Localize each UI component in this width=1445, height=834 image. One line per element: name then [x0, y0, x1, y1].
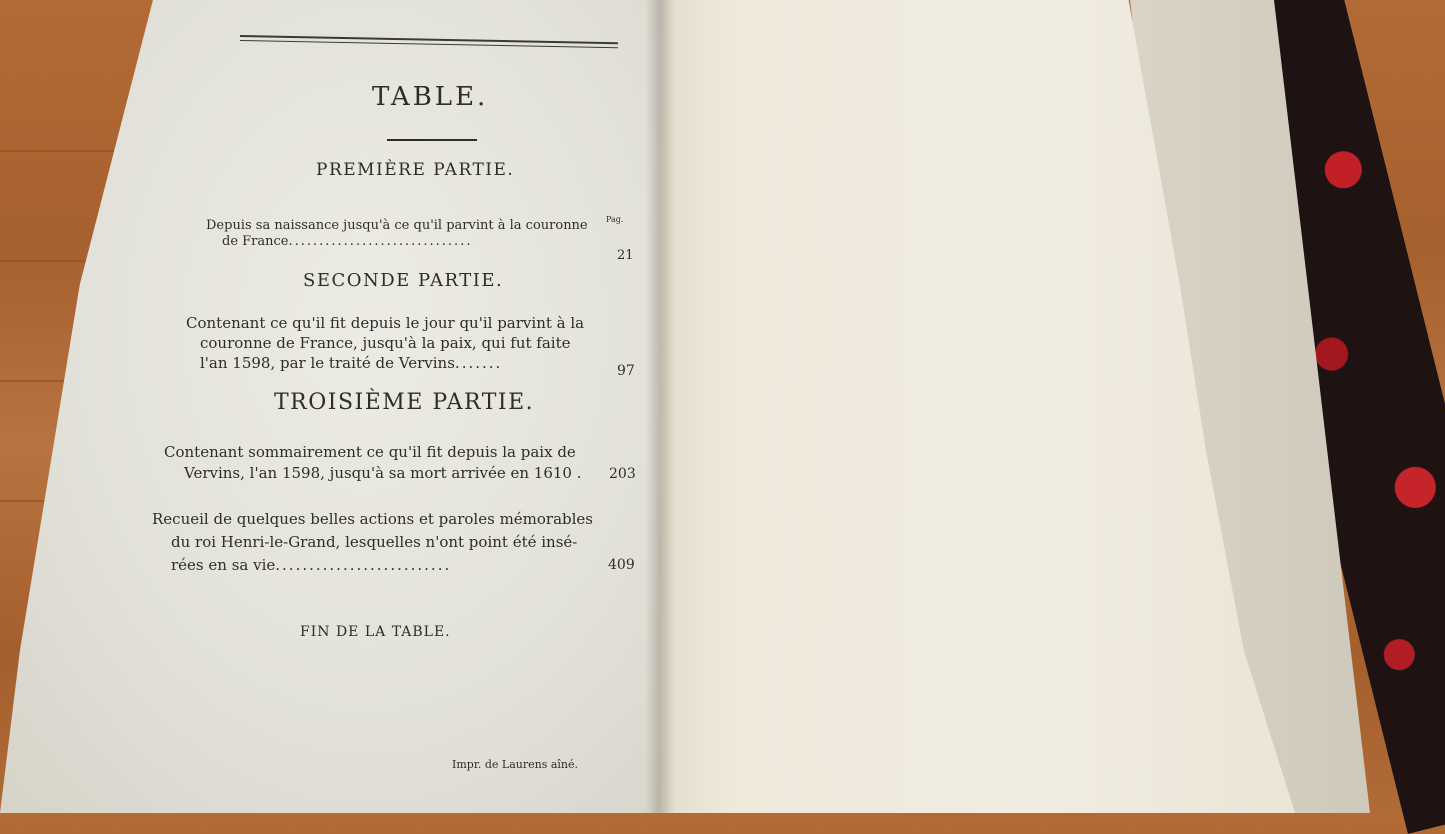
part1-page-number: 21 [617, 248, 634, 263]
printer-imprint: Impr. de Laurens aîné. [452, 758, 579, 771]
part1-line-2-text: de France [222, 234, 289, 249]
leader-dots: .......................... [275, 556, 452, 574]
part3-line-2-text: Vervins, l'an 1598, jusqu'à sa mort arrivée en 1610 [184, 464, 572, 482]
recueil-line-3 [171, 556, 451, 574]
recueil-page-number: 409 [608, 557, 635, 573]
end-of-table: FIN DE LA TABLE. [300, 624, 451, 640]
recueil-line-3-text: rées en sa vie [171, 556, 276, 574]
recueil-line-2: du roi Henri-le-Grand, lesquelles n'ont point été insé- [171, 533, 578, 551]
part2-line-3-text: l'an 1598, par le traité de Vervins [200, 354, 455, 372]
recueil-line-1: Recueil de quelques belles actions et paroles mémorables [152, 510, 594, 528]
part3-line-1: Contenant sommairement ce qu'il fit depuis la paix de [164, 443, 576, 461]
part1-line-1: Depuis sa naissance jusqu'à ce qu'il parvint à la couronne [206, 218, 588, 233]
part3-page-number: 203 [609, 466, 636, 482]
leader-dots: ....... [454, 354, 503, 372]
part1-line-2 [222, 234, 472, 249]
leader-dots: . [571, 464, 582, 482]
page-title: TABLE. [372, 82, 489, 112]
book-gutter [645, 0, 675, 813]
pag-label: Pag. [606, 215, 624, 224]
part-heading-2: SECONDE PARTIE. [303, 270, 504, 291]
part2-line-1: Contenant ce qu'il fit depuis le jour qu'il parvint à la [186, 314, 585, 332]
leader-dots: .............................. [288, 234, 473, 249]
part2-line-2: couronne de France, jusqu'à la paix, qui fut faite [200, 334, 571, 352]
part-heading-1: PREMIÈRE PARTIE. [316, 160, 515, 180]
title-underline [387, 139, 477, 141]
part2-page-number: 97 [617, 363, 635, 379]
part-heading-3: TROISIÈME PARTIE. [274, 390, 535, 415]
part2-line-3 [200, 354, 502, 372]
part3-line-2 [184, 464, 582, 482]
